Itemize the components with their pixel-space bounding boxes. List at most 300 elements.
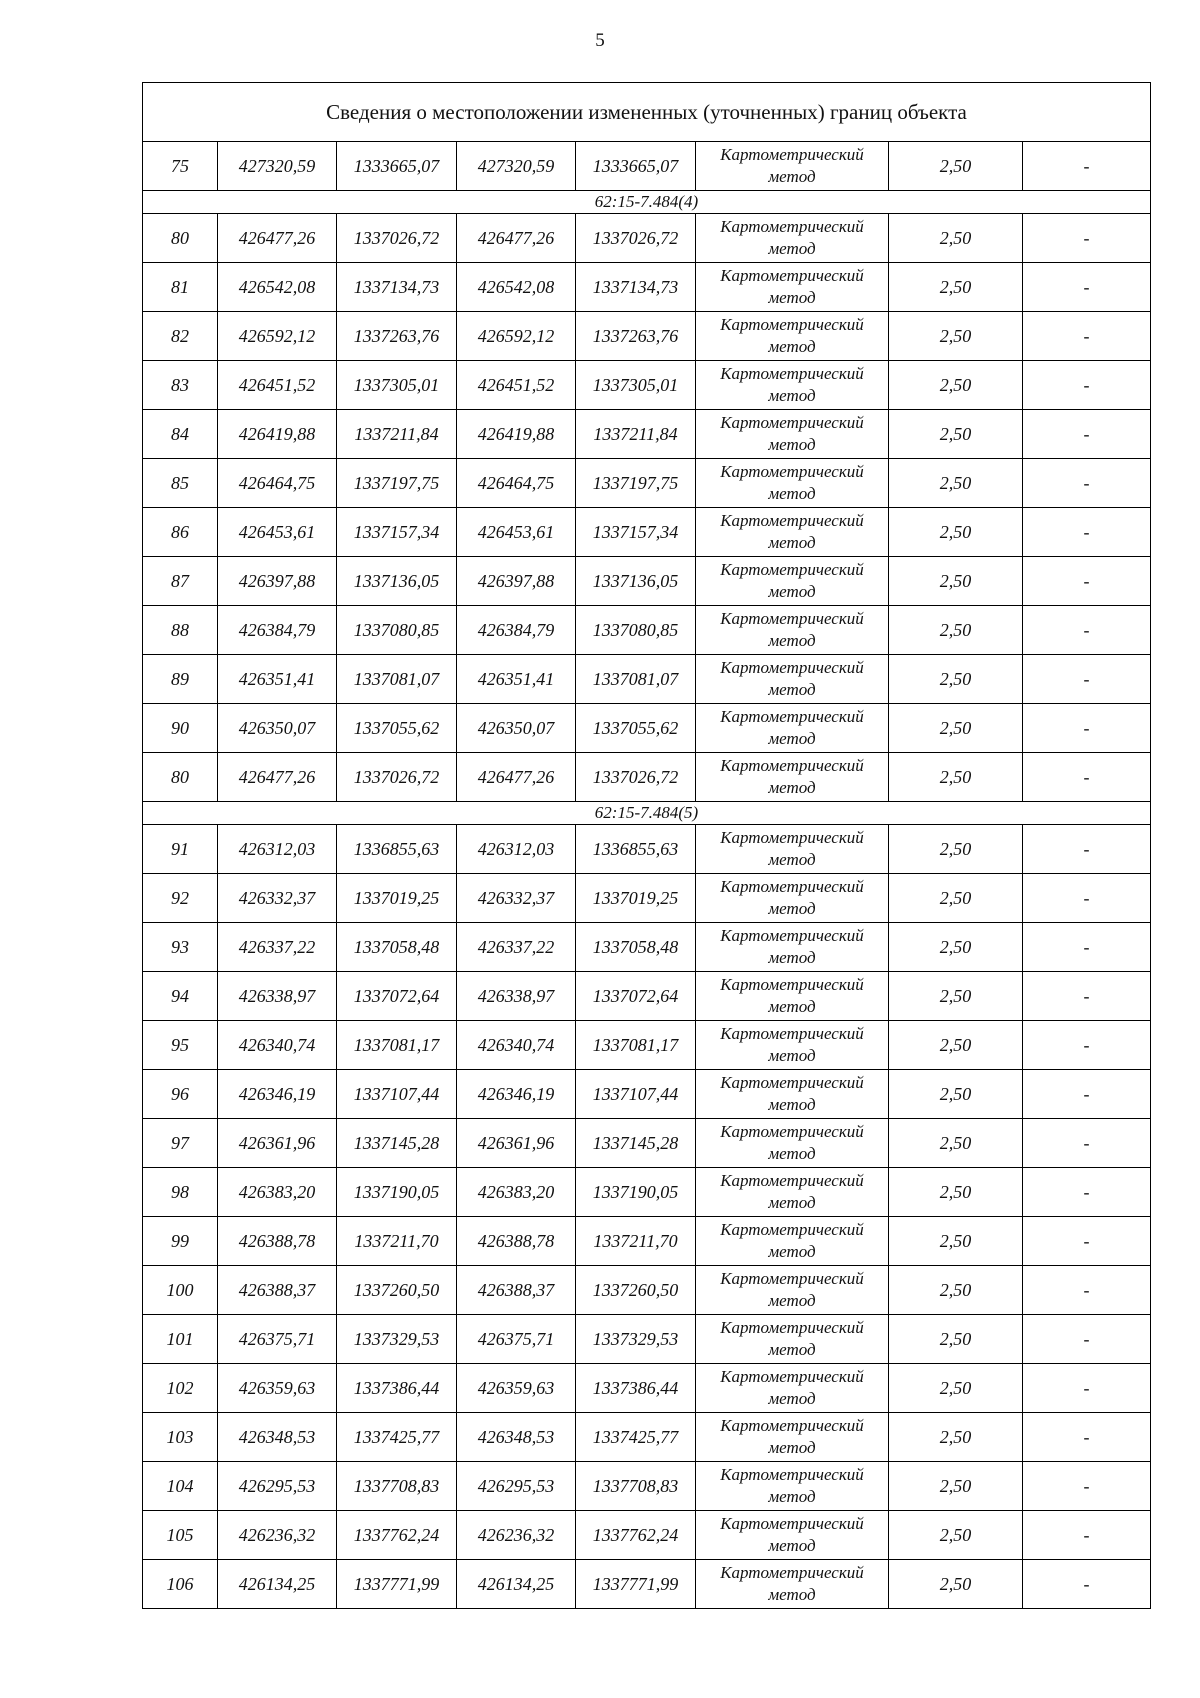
method-line1: Картометрический: [720, 511, 864, 530]
point-number-cell: 82: [143, 312, 218, 361]
method-line1: Картометрический: [720, 217, 864, 236]
y-old-cell: 1337708,83: [337, 1462, 457, 1511]
y-new-cell: 1333665,07: [576, 142, 696, 191]
point-number-cell: 80: [143, 753, 218, 802]
accuracy-cell: 2,50: [889, 655, 1023, 704]
y-old-cell: 1337263,76: [337, 312, 457, 361]
note-cell: -: [1023, 557, 1151, 606]
note-cell: -: [1023, 1413, 1151, 1462]
x-old-cell: 426451,52: [218, 361, 337, 410]
note-cell: -: [1023, 606, 1151, 655]
point-number-cell: 80: [143, 214, 218, 263]
method-cell: [696, 214, 889, 263]
x-old-cell: 426361,96: [218, 1119, 337, 1168]
note-cell: -: [1023, 655, 1151, 704]
x-old-cell: 427320,59: [218, 142, 337, 191]
x-new-cell: 426542,08: [457, 263, 576, 312]
x-new-cell: 426453,61: [457, 508, 576, 557]
y-old-cell: 1337081,07: [337, 655, 457, 704]
y-new-cell: 1337211,84: [576, 410, 696, 459]
point-number-cell: 96: [143, 1070, 218, 1119]
x-new-cell: 426340,74: [457, 1021, 576, 1070]
note-cell: -: [1023, 1364, 1151, 1413]
table-row: [143, 312, 1151, 361]
note-cell: -: [1023, 312, 1151, 361]
y-new-cell: 1337762,24: [576, 1511, 696, 1560]
y-old-cell: 1337055,62: [337, 704, 457, 753]
y-new-cell: 1337081,17: [576, 1021, 696, 1070]
y-new-cell: 1337329,53: [576, 1315, 696, 1364]
accuracy-cell: 2,50: [889, 214, 1023, 263]
x-old-cell: 426383,20: [218, 1168, 337, 1217]
y-old-cell: 1337145,28: [337, 1119, 457, 1168]
accuracy-cell: 2,50: [889, 1070, 1023, 1119]
method-line2: метод: [768, 386, 816, 405]
x-old-cell: 426337,22: [218, 923, 337, 972]
x-new-cell: 426295,53: [457, 1462, 576, 1511]
table-body: [143, 83, 1151, 1609]
note-cell: -: [1023, 972, 1151, 1021]
method-line1: Картометрический: [720, 1465, 864, 1484]
method-line1: Картометрический: [720, 877, 864, 896]
x-old-cell: 426350,07: [218, 704, 337, 753]
table-row: [143, 655, 1151, 704]
y-old-cell: 1337211,84: [337, 410, 457, 459]
y-old-cell: 1337190,05: [337, 1168, 457, 1217]
y-old-cell: 1337197,75: [337, 459, 457, 508]
table-row: [143, 1168, 1151, 1217]
method-line1: Картометрический: [720, 1514, 864, 1533]
x-old-cell: 426477,26: [218, 753, 337, 802]
note-cell: -: [1023, 1119, 1151, 1168]
accuracy-cell: 2,50: [889, 142, 1023, 191]
method-cell: [696, 1560, 889, 1609]
y-old-cell: 1337771,99: [337, 1560, 457, 1609]
method-line1: Картометрический: [720, 926, 864, 945]
table-row: [143, 410, 1151, 459]
accuracy-cell: 2,50: [889, 1168, 1023, 1217]
method-line2: метод: [768, 1585, 816, 1604]
y-old-cell: 1337058,48: [337, 923, 457, 972]
x-old-cell: 426419,88: [218, 410, 337, 459]
method-cell: [696, 1462, 889, 1511]
point-number-cell: 89: [143, 655, 218, 704]
point-number-cell: 81: [143, 263, 218, 312]
method-line1: Картометрический: [720, 828, 864, 847]
point-number-cell: 95: [143, 1021, 218, 1070]
method-line2: метод: [768, 729, 816, 748]
x-new-cell: 426337,22: [457, 923, 576, 972]
method-line2: метод: [768, 1438, 816, 1457]
accuracy-cell: 2,50: [889, 923, 1023, 972]
method-line2: метод: [768, 435, 816, 454]
point-number-cell: 100: [143, 1266, 218, 1315]
y-new-cell: 1337260,50: [576, 1266, 696, 1315]
method-line2: метод: [768, 167, 816, 186]
y-old-cell: 1337386,44: [337, 1364, 457, 1413]
x-new-cell: 426397,88: [457, 557, 576, 606]
table-row: [143, 361, 1151, 410]
note-cell: -: [1023, 1217, 1151, 1266]
method-line2: метод: [768, 1487, 816, 1506]
method-line1: Картометрический: [720, 707, 864, 726]
x-new-cell: 426348,53: [457, 1413, 576, 1462]
method-cell: [696, 1070, 889, 1119]
x-old-cell: 426375,71: [218, 1315, 337, 1364]
method-line1: Картометрический: [720, 560, 864, 579]
note-cell: -: [1023, 1070, 1151, 1119]
method-cell: [696, 263, 889, 312]
table-row: [143, 1217, 1151, 1266]
group-label: 62:15-7.484(5): [143, 802, 1151, 825]
y-new-cell: 1337019,25: [576, 874, 696, 923]
x-old-cell: 426388,78: [218, 1217, 337, 1266]
method-line2: метод: [768, 1536, 816, 1555]
note-cell: -: [1023, 214, 1151, 263]
point-number-cell: 84: [143, 410, 218, 459]
note-cell: -: [1023, 704, 1151, 753]
point-number-cell: 105: [143, 1511, 218, 1560]
y-new-cell: 1337080,85: [576, 606, 696, 655]
x-old-cell: 426384,79: [218, 606, 337, 655]
accuracy-cell: 2,50: [889, 874, 1023, 923]
method-line2: метод: [768, 1193, 816, 1212]
y-new-cell: 1337305,01: [576, 361, 696, 410]
method-cell: [696, 825, 889, 874]
boundary-coordinates-table: [142, 82, 1151, 1609]
method-cell: [696, 704, 889, 753]
accuracy-cell: 2,50: [889, 1462, 1023, 1511]
x-new-cell: 426351,41: [457, 655, 576, 704]
y-new-cell: 1337136,05: [576, 557, 696, 606]
point-number-cell: 103: [143, 1413, 218, 1462]
method-line1: Картометрический: [720, 1024, 864, 1043]
point-number-cell: 93: [143, 923, 218, 972]
note-cell: -: [1023, 1511, 1151, 1560]
x-new-cell: 426419,88: [457, 410, 576, 459]
method-cell: [696, 606, 889, 655]
method-cell: [696, 1217, 889, 1266]
method-line2: метод: [768, 948, 816, 967]
x-old-cell: 426340,74: [218, 1021, 337, 1070]
y-old-cell: 1337134,73: [337, 263, 457, 312]
table-row: [143, 1511, 1151, 1560]
table-row: [143, 1070, 1151, 1119]
point-number-cell: 86: [143, 508, 218, 557]
x-new-cell: 426477,26: [457, 214, 576, 263]
method-cell: [696, 1119, 889, 1168]
accuracy-cell: 2,50: [889, 1511, 1023, 1560]
y-new-cell: 1337026,72: [576, 753, 696, 802]
method-line1: Картометрический: [720, 1073, 864, 1092]
method-cell: [696, 1168, 889, 1217]
note-cell: -: [1023, 263, 1151, 312]
note-cell: -: [1023, 410, 1151, 459]
accuracy-cell: 2,50: [889, 1560, 1023, 1609]
method-line2: метод: [768, 1242, 816, 1261]
x-old-cell: 426397,88: [218, 557, 337, 606]
table-row: [143, 1560, 1151, 1609]
y-new-cell: 1337211,70: [576, 1217, 696, 1266]
point-number-cell: 75: [143, 142, 218, 191]
accuracy-cell: 2,50: [889, 1413, 1023, 1462]
note-cell: -: [1023, 508, 1151, 557]
y-old-cell: 1337136,05: [337, 557, 457, 606]
method-cell: [696, 1021, 889, 1070]
method-line2: метод: [768, 288, 816, 307]
method-line1: Картометрический: [720, 1563, 864, 1582]
method-line1: Картометрический: [720, 1220, 864, 1239]
method-cell: [696, 874, 889, 923]
table-row: [143, 459, 1151, 508]
group-label: 62:15-7.484(4): [143, 191, 1151, 214]
accuracy-cell: 2,50: [889, 704, 1023, 753]
x-old-cell: 426351,41: [218, 655, 337, 704]
y-new-cell: 1337026,72: [576, 214, 696, 263]
method-cell: [696, 1266, 889, 1315]
x-old-cell: 426592,12: [218, 312, 337, 361]
accuracy-cell: 2,50: [889, 753, 1023, 802]
y-old-cell: 1337157,34: [337, 508, 457, 557]
table-row: [143, 874, 1151, 923]
x-new-cell: 426383,20: [457, 1168, 576, 1217]
method-line1: Картометрический: [720, 462, 864, 481]
method-line1: Картометрический: [720, 266, 864, 285]
group-header-row: [143, 191, 1151, 214]
y-new-cell: 1336855,63: [576, 825, 696, 874]
method-line2: метод: [768, 582, 816, 601]
x-old-cell: 426542,08: [218, 263, 337, 312]
method-cell: [696, 459, 889, 508]
x-new-cell: 426375,71: [457, 1315, 576, 1364]
y-new-cell: 1337058,48: [576, 923, 696, 972]
table-row: [143, 1119, 1151, 1168]
x-old-cell: 426338,97: [218, 972, 337, 1021]
method-cell: [696, 972, 889, 1021]
point-number-cell: 85: [143, 459, 218, 508]
method-line2: метод: [768, 778, 816, 797]
method-line1: Картометрический: [720, 1318, 864, 1337]
method-line1: Картометрический: [720, 1367, 864, 1386]
method-line2: метод: [768, 1340, 816, 1359]
note-cell: -: [1023, 753, 1151, 802]
y-new-cell: 1337145,28: [576, 1119, 696, 1168]
method-line2: метод: [768, 850, 816, 869]
y-old-cell: 1337081,17: [337, 1021, 457, 1070]
table-row: [143, 263, 1151, 312]
method-cell: [696, 361, 889, 410]
method-cell: [696, 142, 889, 191]
accuracy-cell: 2,50: [889, 410, 1023, 459]
point-number-cell: 88: [143, 606, 218, 655]
note-cell: -: [1023, 1266, 1151, 1315]
accuracy-cell: 2,50: [889, 557, 1023, 606]
method-cell: [696, 753, 889, 802]
method-line1: Картометрический: [720, 145, 864, 164]
accuracy-cell: 2,50: [889, 972, 1023, 1021]
method-line2: метод: [768, 997, 816, 1016]
y-new-cell: 1337157,34: [576, 508, 696, 557]
x-new-cell: 427320,59: [457, 142, 576, 191]
table-row: [143, 1315, 1151, 1364]
point-number-cell: 91: [143, 825, 218, 874]
note-cell: -: [1023, 1021, 1151, 1070]
y-new-cell: 1337190,05: [576, 1168, 696, 1217]
y-new-cell: 1337263,76: [576, 312, 696, 361]
y-old-cell: 1337305,01: [337, 361, 457, 410]
accuracy-cell: 2,50: [889, 825, 1023, 874]
method-line1: Картометрический: [720, 975, 864, 994]
accuracy-cell: 2,50: [889, 263, 1023, 312]
method-line1: Картометрический: [720, 609, 864, 628]
x-new-cell: 426361,96: [457, 1119, 576, 1168]
x-new-cell: 426384,79: [457, 606, 576, 655]
table-row: [143, 508, 1151, 557]
x-new-cell: 426350,07: [457, 704, 576, 753]
method-line2: метод: [768, 1095, 816, 1114]
note-cell: -: [1023, 923, 1151, 972]
method-line1: Картометрический: [720, 1416, 864, 1435]
x-old-cell: 426348,53: [218, 1413, 337, 1462]
note-cell: -: [1023, 1462, 1151, 1511]
table-row: [143, 923, 1151, 972]
accuracy-cell: 2,50: [889, 1217, 1023, 1266]
x-new-cell: 426134,25: [457, 1560, 576, 1609]
table-row: [143, 825, 1151, 874]
point-number-cell: 106: [143, 1560, 218, 1609]
point-number-cell: 90: [143, 704, 218, 753]
method-cell: [696, 410, 889, 459]
note-cell: -: [1023, 874, 1151, 923]
table-row: [143, 704, 1151, 753]
y-old-cell: 1337211,70: [337, 1217, 457, 1266]
y-old-cell: 1337026,72: [337, 214, 457, 263]
table-row: [143, 214, 1151, 263]
method-line1: Картометрический: [720, 658, 864, 677]
y-old-cell: 1337329,53: [337, 1315, 457, 1364]
table-row: [143, 557, 1151, 606]
note-cell: -: [1023, 1168, 1151, 1217]
y-new-cell: 1337197,75: [576, 459, 696, 508]
note-cell: -: [1023, 459, 1151, 508]
point-number-cell: 104: [143, 1462, 218, 1511]
point-number-cell: 92: [143, 874, 218, 923]
method-cell: [696, 557, 889, 606]
accuracy-cell: 2,50: [889, 312, 1023, 361]
point-number-cell: 98: [143, 1168, 218, 1217]
x-new-cell: 426388,37: [457, 1266, 576, 1315]
method-line1: Картометрический: [720, 364, 864, 383]
x-new-cell: 426477,26: [457, 753, 576, 802]
table-row: [143, 972, 1151, 1021]
x-old-cell: 426295,53: [218, 1462, 337, 1511]
note-cell: -: [1023, 825, 1151, 874]
method-line1: Картометрический: [720, 413, 864, 432]
y-new-cell: 1337072,64: [576, 972, 696, 1021]
method-cell: [696, 923, 889, 972]
x-new-cell: 426451,52: [457, 361, 576, 410]
x-old-cell: 426464,75: [218, 459, 337, 508]
accuracy-cell: 2,50: [889, 606, 1023, 655]
point-number-cell: 97: [143, 1119, 218, 1168]
method-line1: Картометрический: [720, 756, 864, 775]
note-cell: -: [1023, 142, 1151, 191]
point-number-cell: 99: [143, 1217, 218, 1266]
method-line1: Картометрический: [720, 315, 864, 334]
table-row: [143, 1413, 1151, 1462]
y-new-cell: 1337708,83: [576, 1462, 696, 1511]
x-old-cell: 426236,32: [218, 1511, 337, 1560]
accuracy-cell: 2,50: [889, 1364, 1023, 1413]
x-new-cell: 426332,37: [457, 874, 576, 923]
y-old-cell: 1337072,64: [337, 972, 457, 1021]
y-old-cell: 1337762,24: [337, 1511, 457, 1560]
table-title: Сведения о местоположении измененных (уточненных) границ объекта: [143, 83, 1151, 142]
y-old-cell: 1337080,85: [337, 606, 457, 655]
method-line1: Картометрический: [720, 1171, 864, 1190]
method-cell: [696, 1364, 889, 1413]
x-new-cell: 426359,63: [457, 1364, 576, 1413]
method-line1: Картометрический: [720, 1269, 864, 1288]
y-old-cell: 1337019,25: [337, 874, 457, 923]
x-old-cell: 426134,25: [218, 1560, 337, 1609]
method-line2: метод: [768, 631, 816, 650]
x-new-cell: 426312,03: [457, 825, 576, 874]
method-cell: [696, 508, 889, 557]
method-line2: метод: [768, 1389, 816, 1408]
point-number-cell: 102: [143, 1364, 218, 1413]
method-cell: [696, 312, 889, 361]
y-old-cell: 1337026,72: [337, 753, 457, 802]
note-cell: -: [1023, 1315, 1151, 1364]
point-number-cell: 94: [143, 972, 218, 1021]
y-new-cell: 1337107,44: [576, 1070, 696, 1119]
x-new-cell: 426388,78: [457, 1217, 576, 1266]
x-old-cell: 426453,61: [218, 508, 337, 557]
method-cell: [696, 1315, 889, 1364]
method-line2: метод: [768, 337, 816, 356]
table-row: [143, 1021, 1151, 1070]
method-line2: метод: [768, 484, 816, 503]
x-new-cell: 426592,12: [457, 312, 576, 361]
y-old-cell: 1337425,77: [337, 1413, 457, 1462]
y-old-cell: 1336855,63: [337, 825, 457, 874]
x-old-cell: 426388,37: [218, 1266, 337, 1315]
accuracy-cell: 2,50: [889, 459, 1023, 508]
method-line1: Картометрический: [720, 1122, 864, 1141]
group-header-row: [143, 802, 1151, 825]
y-old-cell: 1337107,44: [337, 1070, 457, 1119]
method-line2: метод: [768, 533, 816, 552]
y-new-cell: 1337386,44: [576, 1364, 696, 1413]
accuracy-cell: 2,50: [889, 361, 1023, 410]
point-number-cell: 87: [143, 557, 218, 606]
accuracy-cell: 2,50: [889, 1119, 1023, 1168]
x-old-cell: 426359,63: [218, 1364, 337, 1413]
note-cell: -: [1023, 361, 1151, 410]
x-new-cell: 426338,97: [457, 972, 576, 1021]
y-new-cell: 1337771,99: [576, 1560, 696, 1609]
method-cell: [696, 1511, 889, 1560]
y-new-cell: 1337081,07: [576, 655, 696, 704]
x-old-cell: 426312,03: [218, 825, 337, 874]
point-number-cell: 83: [143, 361, 218, 410]
accuracy-cell: 2,50: [889, 1266, 1023, 1315]
table-title-row: [143, 83, 1151, 142]
page-number: 5: [595, 30, 605, 51]
y-old-cell: 1333665,07: [337, 142, 457, 191]
table-row: [143, 142, 1151, 191]
